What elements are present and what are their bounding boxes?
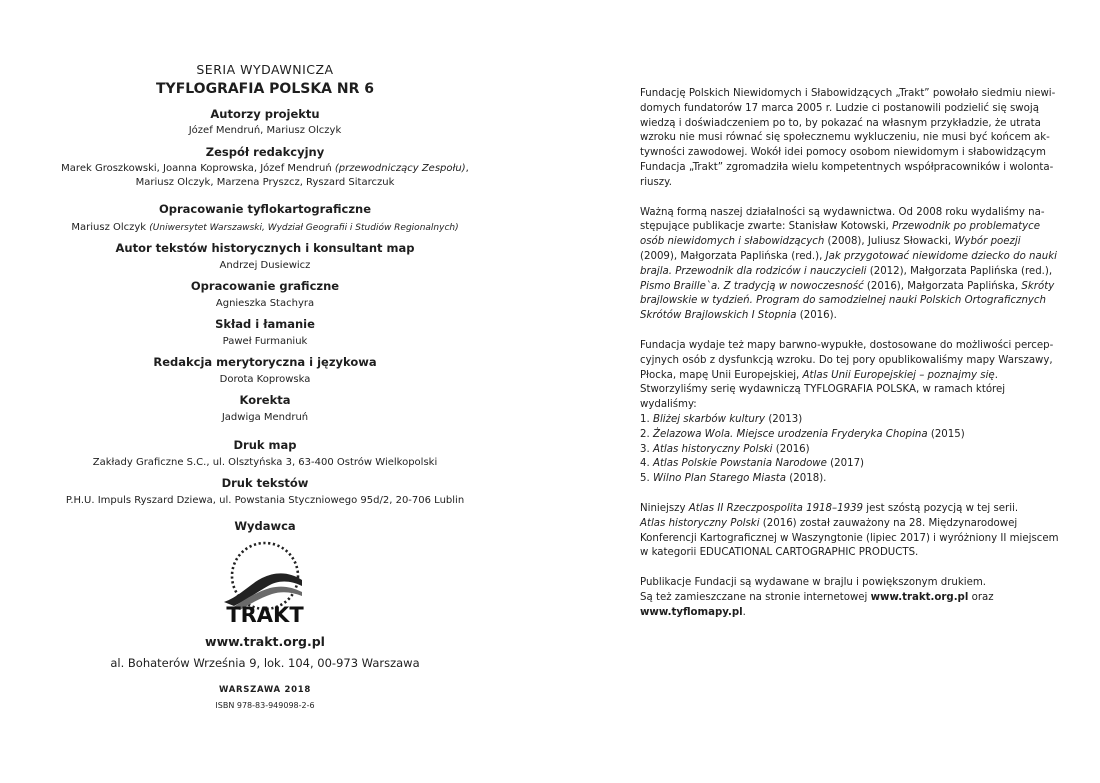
text-line: osób niewidomych i słabowidzących (2008), Juliusz Słowacki, Wybór poezji — [640, 236, 1021, 248]
texts-name: Andrzej Dusiewicz — [219, 260, 311, 271]
trakt-logo-icon — [210, 540, 320, 624]
series-label: SERIA WYDAWNICZA — [196, 62, 334, 77]
text-line: wzroku nie musi równać się społecznemu wykluczeniu, nie musi być końcem ak- — [640, 132, 1050, 144]
edit-name: Dorota Koprowska — [219, 374, 311, 385]
isbn: ISBN 978-83-949098-2-6 — [215, 701, 315, 710]
layout-heading: Skład i łamanie — [215, 317, 315, 331]
authors-names: Józef Mendruń, Mariusz Olczyk — [188, 125, 342, 136]
logo-lettering: TRAKT — [226, 603, 304, 624]
text-line: Stworzyliśmy serię wydawniczą TYFLOGRAFIA POLSKA, w ramach której — [640, 384, 1006, 396]
text-line: w kategorii EDUCATIONAL CARTOGRAPHIC PRODUCTS. — [640, 547, 919, 559]
city-year: WARSZAWA 2018 — [219, 685, 311, 695]
proof-name: Jadwiga Mendruń — [221, 412, 309, 423]
proof-heading: Korekta — [239, 393, 291, 407]
text-line: wiedzą i doświadczeniem po to, by pokazać na własnym przykładzie, że utrata — [640, 117, 1041, 129]
team-heading: Zespół redakcyjny — [205, 145, 325, 159]
colophon — [30, 62, 500, 712]
text-line: wydaliśmy: — [640, 399, 697, 411]
list-item: 2. Żelazowa Wola. Miejsce urodzenia Fryderyka Chopina (2015) — [640, 428, 965, 440]
list-item: 3. Atlas historyczny Polski (2016) — [640, 443, 810, 455]
team-line-2: Mariusz Olczyk, Marzena Pryszcz, Ryszard Sitarczuk — [135, 177, 395, 188]
tyflomapy-link[interactable]: www.tyflomapy.pl — [640, 606, 743, 618]
text-line: tywności zawodowej. Wokół idei pomocy osobom niewidomym i słabowidzącym — [640, 147, 1046, 159]
text-line: riuszy. — [640, 176, 672, 188]
text-line: Fundacja „Trakt” zgromadziła wielu kompetentnych współpracowników i wolonta- — [640, 161, 1054, 173]
graphic-heading: Opracowanie graficzne — [190, 279, 340, 293]
text-line: Fundacja wydaje też mapy barwno-wypukłe, dostosowane do możliwości percep- — [640, 339, 1054, 351]
text-line: Ważną formą naszej działalności są wydawnictwa. Od 2008 roku wydaliśmy na- — [640, 206, 1045, 218]
text-line: stępujące publikacje zwarte: Stanisław Kotowski, Przewodnik po problematyce — [640, 221, 1041, 233]
texts-heading: Autor tekstów historycznych i konsultant map — [115, 241, 415, 255]
mapprint-text: Zakłady Graficzne S.C., ul. Olsztyńska 3, 63-400 Ostrów Wielkopolski — [92, 457, 438, 468]
tyflo-name: Mariusz Olczyk (Uniwersytet Warszawski, Wydział Geografii i Studiów Regionalnych) — [71, 222, 459, 233]
text-line: Płocka, mapę Unii Europejskiej, Atlas Unii Europejskiej – poznajmy się. — [640, 369, 998, 381]
layout-name: Paweł Furmaniuk — [222, 336, 308, 347]
text-line: cyjnych osób z dysfunkcją wzroku. Do tej pory opublikowaliśmy mapy Warszawy, — [640, 354, 1053, 366]
team-line-1: Marek Groszkowski, Joanna Koprowska, Józef Mendruń (przewodniczący Zespołu), — [61, 163, 469, 174]
text-line: Są też zamieszczane na stronie internetowej www.trakt.org.pl oraz — [640, 591, 994, 603]
graphic-name: Agnieszka Stachyra — [215, 298, 315, 309]
text-line: Niniejszy Atlas II Rzeczpospolita 1918–1939 jest szóstą pozycją w tej serii. — [640, 502, 1019, 514]
list-item: 5. Wilno Plan Starego Miasta (2018). — [640, 473, 827, 485]
text-line: domych fundatorów 17 marca 2005 r. Ludzie ci postanowili podzielić się swoją — [640, 102, 1039, 114]
trakt-link[interactable]: www.trakt.org.pl — [870, 591, 969, 603]
series-title: TYFLOGRAFIA POLSKA NR 6 — [156, 81, 374, 97]
authors-heading: Autorzy projektu — [210, 107, 320, 121]
text-line: Atlas historyczny Polski (2016) został zauważony na 28. Międzynarodowej — [640, 517, 1018, 529]
publisher-heading: Wydawca — [234, 519, 296, 533]
foundation-text — [640, 87, 1060, 621]
textprint-text: P.H.U. Impuls Ryszard Dziewa, ul. Powstania Styczniowego 95d/2, 20-706 Lublin — [65, 495, 465, 506]
text-line: (2009), Małgorzata Paplińska (red.), Jak przygotować niewidome dziecko do nauki — [640, 250, 1057, 262]
text-line: Fundację Polskich Niewidomych i Słabowidzących „Trakt” powołało siedmiu niewi- — [640, 88, 1056, 99]
list-item: 1. Bliżej skarbów kultury (2013) — [640, 413, 803, 425]
mapprint-heading: Druk map — [233, 438, 297, 452]
textprint-heading: Druk tekstów — [221, 476, 309, 490]
publisher-website[interactable]: www.trakt.org.pl — [205, 634, 325, 649]
list-item: 4. Atlas Polskie Powstania Narodowe (2017) — [640, 458, 865, 470]
text-line: Pismo Braille`a. Z tradycją w nowoczesność (2016), Małgorzata Paplińska, Skróty — [640, 280, 1055, 292]
publisher-address: al. Bohaterów Września 9, lok. 104, 00-973 Warszawa — [110, 656, 420, 670]
tyflo-heading: Opracowanie tyflokartograficzne — [158, 202, 372, 216]
text-line: Skrótów Brajlowskich I Stopnia (2016). — [640, 310, 837, 322]
text-line: brajla. Przewodnik dla rodziców i nauczycieli (2012), Małgorzata Paplińska (red.), — [640, 265, 1053, 277]
text-line: Publikacje Fundacji są wydawane w brajlu i powiększonym drukiem. — [640, 577, 987, 589]
edit-heading: Redakcja merytoryczna i językowa — [153, 355, 377, 369]
text-line: brajlowskie w tydzień. Program do samodzielnej nauki Polskich Ortograficznych — [640, 295, 1046, 307]
text-line: Konferencji Kartograficznej w Waszyngtonie (lipiec 2017) i wyróżniony II miejscem — [640, 532, 1059, 544]
text-line: www.tyflomapy.pl. — [640, 606, 746, 618]
